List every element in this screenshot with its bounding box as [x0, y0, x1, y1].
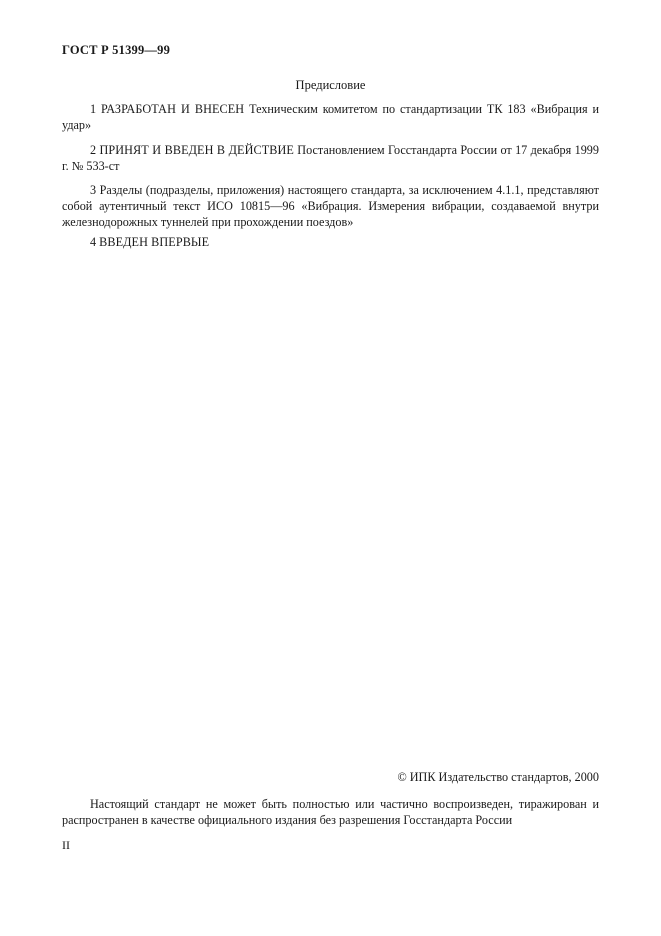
reproduction-notice: Настоящий стандарт не может быть полностью или частично воспроизведен, тиражирован и распространен в качестве официального издания без разрешения Госстандарта России [62, 797, 599, 827]
page-number: II [62, 838, 70, 852]
section-title: Предисловие [295, 78, 366, 92]
foreword-item-3 [62, 182, 599, 230]
item-caps: РАЗРАБОТАН И ВНЕСЕН [100, 102, 245, 116]
foreword-item-2 [62, 142, 599, 174]
item-caps: ВВЕДЕН ВПЕРВЫЕ [99, 235, 210, 249]
item-number: 2 [90, 143, 97, 157]
item-text: Разделы (подразделы, приложения) настоящего стандарта, за исключением 4.1.1, представляют собой аутентичный текст ИСО 10815—96 «Вибрация. Измерения вибрации, создаваемой внутри железнодорожных туннелей при прохождении поездов» [62, 183, 600, 229]
copyright-line: © ИПК Издательство стандартов, 2000 [397, 770, 599, 784]
document-id: ГОСТ Р 51399—99 [62, 43, 171, 57]
foreword-item-1 [62, 101, 599, 133]
item-number: 1 [90, 102, 97, 116]
item-caps: ПРИНЯТ И ВВЕДЕН В ДЕЙСТВИЕ [99, 143, 294, 157]
item-text: Техническим комитетом по стандартизации ТК 183 «Вибрация и удар» [62, 102, 599, 132]
foreword-item-4 [62, 234, 599, 250]
item-number: 3 [90, 183, 97, 197]
item-text: Постановлением Госстандарта России от 17 декабря 1999 г. № 533-ст [62, 143, 599, 173]
item-number: 4 [90, 235, 97, 249]
